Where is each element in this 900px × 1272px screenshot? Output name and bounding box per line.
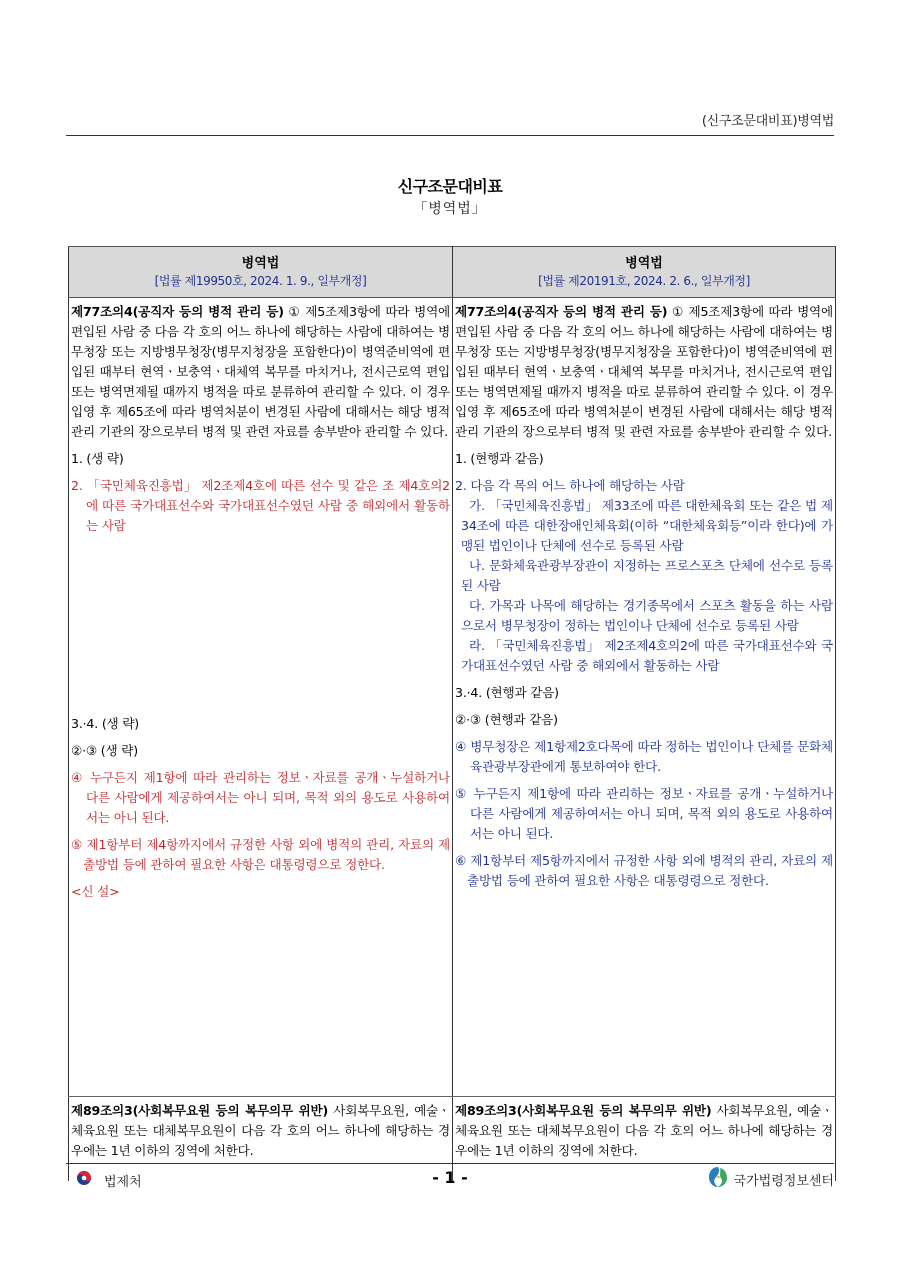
article-row-77-4	[69, 298, 836, 1097]
document-subtitle: 「병역법」	[413, 201, 487, 217]
item-1: 1. (현행과 같음)	[455, 451, 544, 466]
old-law-header	[69, 247, 453, 298]
old-law-title: 병역법	[241, 256, 280, 271]
document-title: 신구조문대비표	[397, 177, 503, 196]
paragraph-4-added: ④ 병무청장은 제1항제2호다목에 따라 정하는 법인이나 단체를 문화체육관광부장관에게 통보하여야 한다.	[455, 739, 833, 774]
article-clause	[453, 1101, 835, 1161]
subitem-ra: 라. 「국민체육진흥법」 제2조제4호의2에 따른 국가대표선수와 국가대표선수였던 사람 중 해외에서 활동하는 사람	[461, 638, 833, 673]
paragraph-4-deleted: ④ 누구든지 제1항에 따라 관리하는 정보ㆍ자료를 공개ㆍ누설하거나 다른 사람에게 제공하여서는 아니 되며, 목적 외의 용도로 사용하여서는 아니 된다.	[71, 770, 450, 825]
footer-right	[708, 1168, 834, 1190]
article-body: 사회복무요원, 예술ㆍ체육요원 또는 대체복무요원이 다음 각 호의 어느 하나에 해당하는 경우에는 1년 이하의 징역에 처한다.	[455, 1103, 833, 1158]
page-number: - 1 -	[432, 1168, 468, 1187]
table-header-row	[69, 247, 836, 298]
article-body: 사회복무요원, 예술ㆍ체육요원 또는 대체복무요원이 다음 각 호의 어느 하나에 해당하는 경우에는 1년 이하의 징역에 처한다.	[71, 1103, 450, 1158]
article-heading: 제77조의4(공직자 등의 병적 관리 등)	[455, 304, 668, 319]
item-2-deleted: 2. 「국민체육진흥법」 제2조제4호에 따른 선수 및 같은 조 제4호의2에 따른 국가대표선수와 국가대표선수였던 사람 중 해외에서 활동하는 사람	[71, 478, 450, 533]
new-text-cell	[453, 298, 836, 1097]
old-law-version: [법률 제19950호, 2024. 1. 9., 일부개정]	[154, 274, 367, 288]
newly-established-note: <신 설>	[71, 884, 120, 899]
running-header: (신구조문대비표)병역법	[701, 114, 834, 129]
item-1: 1. (생 략)	[71, 451, 124, 466]
article-clause	[69, 302, 452, 442]
article-body: ① 제5조제3항에 따라 병역에 편입된 사람 중 다음 각 호의 어느 하나에 해당하는 사람에 대하여는 병무청장 또는 지방병무청장(병무지청장을 포함한다)이 병역준비역에 편입된 때부터 현역ㆍ보충역ㆍ대체역 복무를 마치거나, 전시근로역 편입 또는 병역면제될 때까지 병적을 따로 분류하여 관리할 수 있다. 이 경우 입영 후 제65조에 따라 병역처분이 변경된 사람에 대해서는 해당 병적 관리 기관의 장으로부터 병적 및 관련 자료를 송부받아 관리할 수 있다.	[455, 304, 833, 439]
item-3-4: 3.·4. (현행과 같음)	[455, 685, 559, 700]
subitem-na: 나. 문화체육관광부장관이 지정하는 프로스포츠 단체에 선수로 등록된 사람	[461, 558, 833, 593]
article-body: ① 제5조제3항에 따라 병역에 편입된 사람 중 다음 각 호의 어느 하나에 해당하는 사람에 대하여는 병무청장 또는 지방병무청장(병무지청장을 포함한다)이 병역준비역에 편입된 때부터 현역ㆍ보충역ㆍ대체역 복무를 마치거나, 전시근로역 편입 또는 병역면제될 때까지 병적을 따로 분류하여 관리할 수 있다. 이 경우 입영 후 제65조에 따라 병역처분이 변경된 사람에 대해서는 해당 병적 관리 기관의 장으로부터 병적 및 관련 자료를 송부받아 관리할 수 있다.	[71, 304, 450, 439]
new-law-title: 병역법	[625, 256, 663, 271]
new-law-header	[453, 247, 836, 298]
paragraph-6-added: ⑥ 제1항부터 제5항까지에서 규정한 사항 외에 병적의 관리, 자료의 제출방법 등에 관하여 필요한 사항은 대통령령으로 정한다.	[455, 853, 833, 888]
footer-org-right: 국가법령정보센터	[733, 1173, 834, 1189]
article-heading: 제77조의4(공직자 등의 병적 관리 등)	[71, 304, 284, 319]
paragraph-5-added: ⑤ 누구든지 제1항에 따라 관리하는 정보ㆍ자료를 공개ㆍ누설하거나 다른 사람에게 제공하여서는 아니 되며, 목적 외의 용도로 사용하여서는 아니 된다.	[455, 786, 833, 841]
footer-rule	[66, 1163, 834, 1164]
old-text-cell	[69, 298, 453, 1097]
new-law-version: [법률 제20191호, 2024. 2. 6., 일부개정]	[538, 274, 750, 288]
subitem-da: 다. 가목과 나목에 해당하는 경기종목에서 스포츠 활동을 하는 사람으로서 병무청장이 정하는 법인이나 단체에 선수로 등록된 사람	[461, 598, 833, 633]
item-2-added: 2. 다음 각 목의 어느 하나에 해당하는 사람	[455, 478, 685, 493]
comparison-table	[68, 246, 836, 1181]
article-heading: 제89조의3(사회복무요원 등의 복무의무 위반)	[71, 1103, 329, 1118]
article-clause	[69, 1101, 452, 1161]
paragraph-5-deleted: ⑤ 제1항부터 제4항까지에서 규정한 사항 외에 병적의 관리, 자료의 제출방법 등에 관하여 필요한 사항은 대통령령으로 정한다.	[71, 837, 450, 872]
law-info-center-logo-icon	[708, 1166, 728, 1192]
item-3-4: 3.·4. (생 략)	[71, 716, 139, 731]
header-rule	[66, 135, 834, 136]
paragraph-2-3: ②·③ (생 략)	[71, 743, 138, 758]
subitem-ga: 가. 「국민체육진흥법」 제33조에 따른 대한체육회 또는 같은 법 제34조에 따른 대한장애인체육회(이하 “대한체육회등”이라 한다)에 가맹된 법인이나 단체에 선수로 등록된 사람	[461, 498, 833, 553]
footer-org-left: 법제처	[104, 1174, 142, 1190]
article-heading: 제89조의3(사회복무요원 등의 복무의무 위반)	[455, 1103, 712, 1118]
article-clause	[453, 302, 835, 442]
paragraph-2-3: ②·③ (현행과 같음)	[455, 712, 558, 727]
